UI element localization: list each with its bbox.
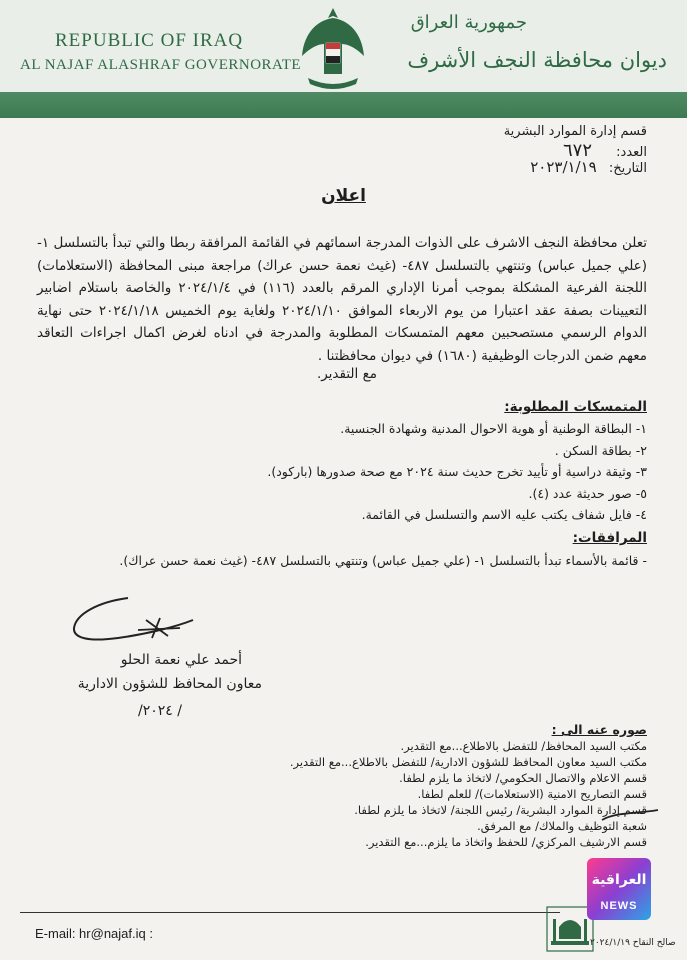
copy-item: مكتب السيد المحافظ/ للتفضل بالاطلاع...مع التقدير. (400, 739, 647, 753)
republic-en: REPUBLIC OF IRAQ (55, 30, 244, 51)
requirements-list (247, 418, 647, 526)
copy-item: قسم الاعلام والاتصال الحكومي/ لاتخاذ ما يلزم لطفا. (399, 771, 647, 785)
signature-date: / ٢٠٢٤/ (138, 703, 182, 719)
copy-item: مكتب السيد معاون المحافظ للشؤون الادارية/ للتفضل بالاطلاع...مع التقدير. (289, 755, 647, 769)
date-row (530, 158, 647, 176)
date-label: التاريخ: (608, 161, 647, 176)
iraq-eagle-emblem-icon (298, 4, 368, 94)
signatory-name: أحمد علي نعمة الحلو (120, 652, 242, 668)
copy-item: قسم إدارة الموارد البشرية/ رئيس اللجنة/ لاتخاذ ما يلزم لطفا. (354, 803, 647, 817)
date-value: ٢٠٢٣/١/١٩ (530, 158, 597, 176)
governorate-en: AL NAJAF ALASHRAF GOVERNORATE (20, 57, 302, 73)
republic-ar: جمهورية العراق (410, 12, 527, 33)
announcement-paragraph: تعلن محافظة النجف الاشرف على الذوات المدرجة اسمائهم في القائمة المرافقة ربطا والتي تبدأ بالتسلسل ١- (علي جميل عباس) وتنتهي بالتسلسل ٤٨٧- (غيث نعمة حسن عراك) مراجعة مبنى المحافظة (الاستعلامات) اللجنة الفرعية المشكلة بموجب أمرنا الإداري المرقم بالعدد (١١٦) في ٢٠٢٤/١/٤ والخاصة باستلام اضابير التعيينات بصفة عقد اعتبارا من يوم الاربعاء الموافق ٢٠٢٤/١/١٠ ولغاية يوم الخميس ٢٠٢٤/١/١٨ حتى نهاية الدوام الرسمي مستصحبين معهم المتمسكات المطلوبة والمدرجة في ادناه لغرض اكمال اجراءات التعاقد معهم ضمن الدرجات الوظيفية (١٦٨٠) في ديوان محافظتنا . (37, 235, 648, 364)
requirement-item: ١- البطاقة الوطنية أو هوية الاحوال المدنية وشهادة الجنسية. (340, 421, 647, 436)
requirement-item: ٣- وثيقة دراسية أو تأييد تخرج حديث سنة ٢٠٢٤ مع صحة صدورها (باركود). (267, 464, 647, 479)
stamp-caption: صالح النقاح ٢٠٢٤/١/١٩ (590, 938, 676, 948)
requirement-item: ٢- بطاقة السكن . (554, 442, 647, 458)
copy-item: قسم الارشيف المركزي/ للحفظ واتخاذ ما يلزم...مع التقدير. (365, 835, 647, 849)
governorate-ar: ديوان محافظة النجف الأشرف (407, 48, 667, 72)
news-watermark-logo (587, 858, 651, 920)
requirements-heading: المتمسكات المطلوبة: (504, 399, 647, 415)
dept-label: قسم إدارة الموارد البشرية (503, 124, 647, 139)
announcement-title: اعلان (321, 186, 366, 206)
signatory-role: معاون المحافظ للشؤون الادارية (77, 676, 262, 692)
requirement-item: ٥- صور حديثة عدد (٤). (528, 485, 647, 501)
copy-item: شعبة التوظيف والملاك/ مع المرفق. (477, 819, 647, 833)
copies-heading: صوره عنه الى : (551, 722, 647, 737)
handwritten-mark (600, 808, 660, 824)
attachments-heading: المرافقات: (572, 530, 647, 546)
footer-divider (20, 912, 560, 913)
handwritten-signature (68, 590, 198, 650)
attachment-item: - قائمة بالأسماء تبدأ بالتسلسل ١- (علي جميل عباس) وتنتهي بالتسلسل ٤٨٧- (غيث نعمة حسن عراك). (119, 553, 647, 568)
copies-list (227, 738, 647, 850)
number-label: العدد: (616, 145, 647, 160)
footer-email: E-mail: hr@najaf.iq : (35, 926, 153, 941)
requirement-item: ٤- فايل شفاف يكتب عليه الاسم والتسلسل في القائمة. (361, 507, 647, 522)
closing-regards: مع التقدير. (316, 366, 377, 382)
watermark-news: NEWS (600, 900, 638, 912)
number-value: ٦٧٢ (563, 140, 593, 161)
copy-item: قسم التصاريح الامنية (الاستعلامات)/ للعلم لطفا. (417, 787, 647, 801)
watermark-brand: العراقية (591, 872, 647, 888)
